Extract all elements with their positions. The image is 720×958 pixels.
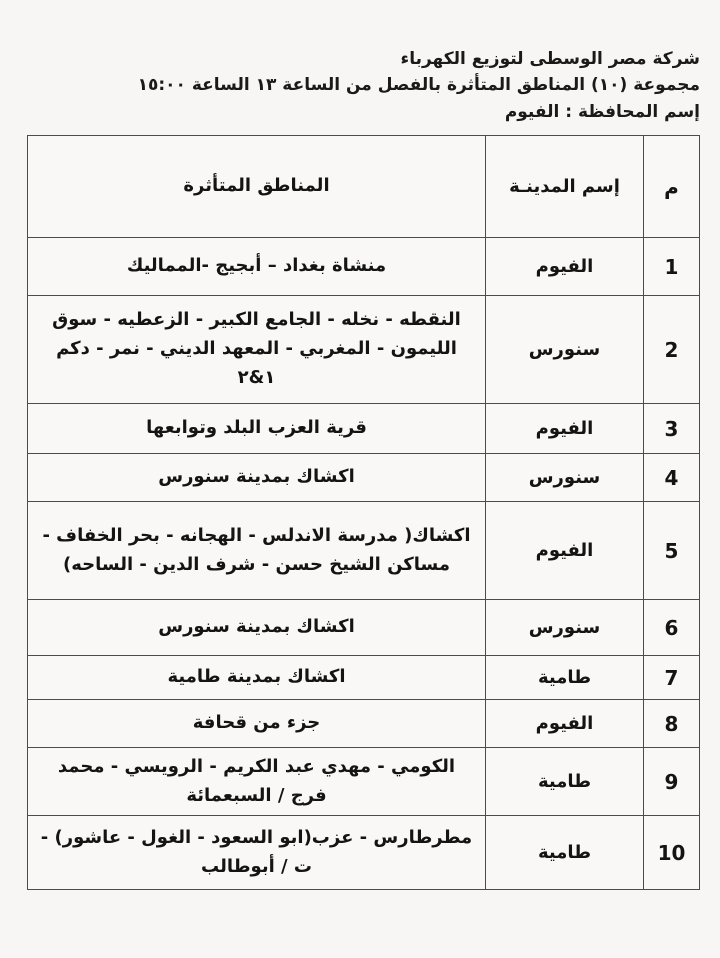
column-header-city: إسم المدينـة — [486, 136, 644, 238]
company-name: شركة مصر الوسطى لتوزيع الكهرباء — [400, 49, 700, 69]
affected-areas: اكشاك بمدينة طامية — [28, 656, 486, 700]
city-name: طامية — [486, 656, 644, 700]
outage-table — [27, 135, 700, 890]
table-row — [28, 454, 700, 502]
affected-areas: قرية العزب البلد وتوابعها — [28, 404, 486, 454]
column-header-areas: المناطق المتأثرة — [28, 136, 486, 238]
table-row — [28, 296, 700, 404]
table-row — [28, 656, 700, 700]
city-name: طامية — [486, 748, 644, 816]
city-name: سنورس — [486, 600, 644, 656]
row-number: 5 — [644, 502, 700, 600]
affected-areas: مطرطارس - عزب(ابو السعود - الغول - عاشور) - ت / أبوطالب — [28, 816, 486, 890]
affected-areas: منشاة بغداد – أبجيج -المماليك — [28, 238, 486, 296]
row-number: 4 — [644, 454, 700, 502]
row-number: 3 — [644, 404, 700, 454]
city-name: الفيوم — [486, 502, 644, 600]
outage-group-title: مجموعة (١٠) المناطق المتأثرة بالفصل من الساعة ١٣ الساعة ١٥:٠٠ — [137, 75, 700, 96]
affected-areas: جزء من قحافة — [28, 700, 486, 748]
city-name: طامية — [486, 816, 644, 890]
table-row — [28, 404, 700, 454]
row-number: 8 — [644, 700, 700, 748]
row-number: 2 — [644, 296, 700, 404]
affected-areas: النقطه - نخله - الجامع الكبير - الزعطيه - سوق الليمون - المغربي - المعهد الديني - نمر - دكم ١&٢ — [28, 296, 486, 404]
affected-areas: اكشاك بمدينة سنورس — [28, 454, 486, 502]
city-name: سنورس — [486, 454, 644, 502]
city-name: الفيوم — [486, 700, 644, 748]
affected-areas: اكشاك( مدرسة الاندلس - الهجانه - بحر الخفاف - مساكن الشيخ حسن - شرف الدين - الساحه) — [28, 502, 486, 600]
affected-areas: الكومي - مهدي عبد الكريم - الرويسي - محمد فرج / السبعمائة — [28, 748, 486, 816]
table-row — [28, 238, 700, 296]
row-number: 9 — [644, 748, 700, 816]
table-header-row — [28, 136, 700, 238]
table-row — [28, 700, 700, 748]
governorate-name: إسم المحافظة : الفيوم — [504, 101, 700, 122]
table-row — [28, 816, 700, 890]
document-header — [16, 46, 700, 125]
row-number: 6 — [644, 600, 700, 656]
table-row — [28, 502, 700, 600]
row-number: 7 — [644, 656, 700, 700]
affected-areas: اكشاك بمدينة سنورس — [28, 600, 486, 656]
table-row — [28, 600, 700, 656]
row-number: 1 — [644, 238, 700, 296]
table-row — [28, 748, 700, 816]
row-number: 10 — [644, 816, 700, 890]
column-header-num: م — [644, 136, 700, 238]
city-name: سنورس — [486, 296, 644, 404]
city-name: الفيوم — [486, 404, 644, 454]
city-name: الفيوم — [486, 238, 644, 296]
